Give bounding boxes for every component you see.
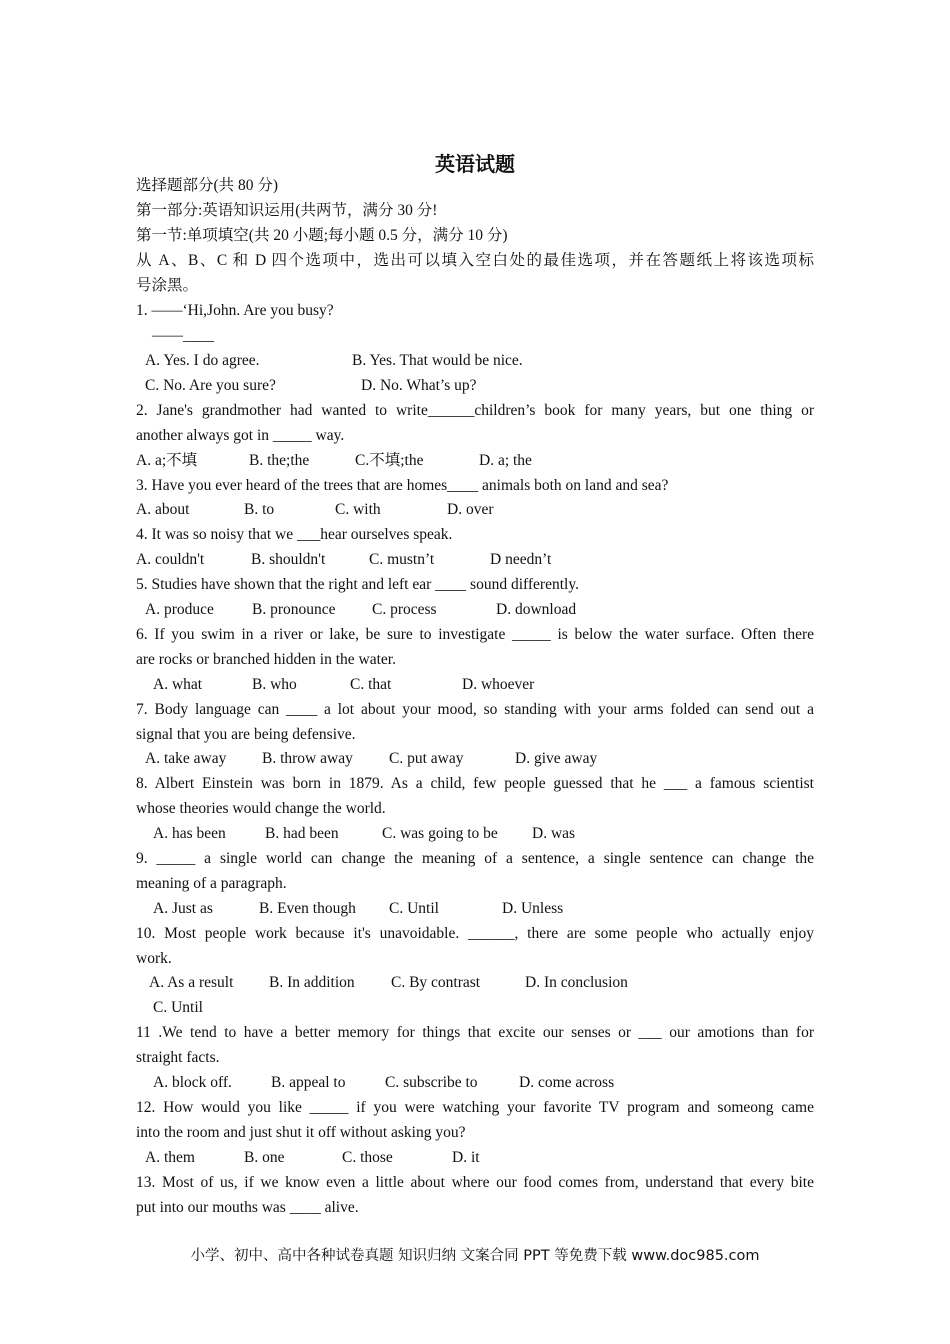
answer-option: A. couldn't <box>136 551 205 568</box>
question-text: 10. Most people work because it's unavoidable. ______, there are some people who actually enjoy <box>136 925 814 942</box>
question-text: 13. Most of us, if we know even a little about where our food comes from, understand that every bite <box>136 1174 814 1191</box>
answer-option: C. those <box>342 1149 393 1166</box>
answer-option: C. put away <box>389 750 464 767</box>
answer-option: A. about <box>136 501 190 518</box>
question-text: 7. Body language can ____ a lot about your mood, so standing with your arms folded can send out a <box>136 701 814 718</box>
answer-option: C. Until <box>389 900 439 917</box>
subsection-heading: 第一节:单项填空(共 20 小题;每小题 0.5 分，满分 10 分) <box>136 227 508 244</box>
answer-option: D. Unless <box>502 900 564 917</box>
answer-option: D. download <box>496 601 577 618</box>
answer-option: D. No. What’s up? <box>361 377 477 394</box>
footer-banner: 小学、初中、高中各种试卷真题 知识归纳 文案合同 PPT 等免费下载 www.doc985.com <box>190 1248 760 1264</box>
answer-option: D. over <box>447 501 494 518</box>
answer-option: B. Even though <box>259 900 356 917</box>
question-text: 12. How would you like _____ if you were watching your favorite TV program and someong came <box>136 1099 814 1116</box>
answer-option: D. it <box>452 1149 480 1166</box>
section-heading: 选择题部分(共 80 分) <box>136 177 279 194</box>
answer-option: B. In addition <box>269 974 355 991</box>
answer-option: B. had been <box>265 825 339 842</box>
answer-option: C.不填;the <box>355 452 424 469</box>
answer-option: B. shouldn't <box>251 551 326 568</box>
answer-option: D. give away <box>515 750 598 767</box>
answer-option: A. produce <box>145 601 214 618</box>
answer-option: C. was going to be <box>382 825 498 842</box>
answer-option: A. has been <box>153 825 226 842</box>
question-text: 11 .We tend to have a better memory for things that excite our senses or ___ our amotions than for <box>136 1024 814 1041</box>
question-text: 9. _____ a single world can change the meaning of a sentence, a single sentence can change the <box>136 850 814 867</box>
question-text: 3. Have you ever heard of the trees that are homes____ animals both on land and sea? <box>136 477 669 494</box>
question-text: work. <box>136 950 172 967</box>
question-text: ——____ <box>152 327 214 344</box>
answer-option: A. Yes. I do agree. <box>145 352 260 369</box>
answer-option: A. block off. <box>153 1074 232 1091</box>
answer-option: C. with <box>335 501 381 518</box>
question-text: 4. It was so noisy that we ___hear ourselves speak. <box>136 526 453 543</box>
answer-option: B. to <box>244 501 275 518</box>
answer-option: B. throw away <box>262 750 353 767</box>
answer-option: A. a;不填 <box>136 452 198 469</box>
answer-option: C. Until <box>153 999 203 1016</box>
answer-option: B. who <box>252 676 297 693</box>
question-text: 5. Studies have shown that the right and left ear ____ sound differently. <box>136 576 579 593</box>
answer-option: C. that <box>350 676 392 693</box>
question-text: whose theories would change the world. <box>136 800 386 817</box>
answer-option: A. what <box>153 676 203 693</box>
answer-option: C. By contrast <box>391 974 481 991</box>
instruction-line: 号涂黑。 <box>136 277 199 294</box>
answer-option: D needn’t <box>490 551 552 568</box>
answer-option: B. one <box>244 1149 285 1166</box>
question-text: 6. If you swim in a river or lake, be sure to investigate _____ is below the water surface. Often there <box>136 626 814 643</box>
answer-option: A. them <box>145 1149 195 1166</box>
answer-option: A. take away <box>145 750 227 767</box>
question-text: 8. Albert Einstein was born in 1879. As a child, few people guessed that he ___ a famous scientist <box>136 775 814 792</box>
answer-option: B. pronounce <box>252 601 336 618</box>
question-text: meaning of a paragraph. <box>136 875 287 892</box>
answer-option: D. come across <box>519 1074 615 1091</box>
answer-option: C. mustn’t <box>369 551 435 568</box>
answer-option: B. Yes. That would be nice. <box>352 352 523 369</box>
part-heading: 第一部分:英语知识运用(共两节，满分 30 分! <box>136 202 438 219</box>
answer-option: B. appeal to <box>271 1074 346 1091</box>
answer-option: D. whoever <box>462 676 535 693</box>
question-text: into the room and just shut it off without asking you? <box>136 1124 466 1141</box>
question-text: straight facts. <box>136 1049 220 1066</box>
answer-option: B. the;the <box>249 452 310 469</box>
question-text: 1. ——‘Hi,John. Are you busy? <box>136 302 334 319</box>
answer-option: C. No. Are you sure? <box>145 377 276 394</box>
question-text: another always got in _____ way. <box>136 427 345 444</box>
answer-option: D. In conclusion <box>525 974 628 991</box>
answer-option: D. was <box>532 825 576 842</box>
answer-option: D. a; the <box>479 452 532 469</box>
answer-option: C. process <box>372 601 437 618</box>
question-text: signal that you are being defensive. <box>136 726 356 743</box>
instruction-line: 从 A、B、C 和 D 四个选项中，选出可以填入空白处的最佳选项，并在答题纸上将该选项标 <box>136 252 814 269</box>
question-text: put into our mouths was ____ alive. <box>136 1199 359 1216</box>
answer-option: A. Just as <box>153 900 213 917</box>
question-text: 2. Jane's grandmother had wanted to write______children’s book for many years, but one thing or <box>136 402 814 419</box>
answer-option: C. subscribe to <box>385 1074 478 1091</box>
answer-option: A. As a result <box>149 974 234 991</box>
question-text: are rocks or branched hidden in the water. <box>136 651 396 668</box>
page-title: 英语试题 <box>435 152 515 176</box>
